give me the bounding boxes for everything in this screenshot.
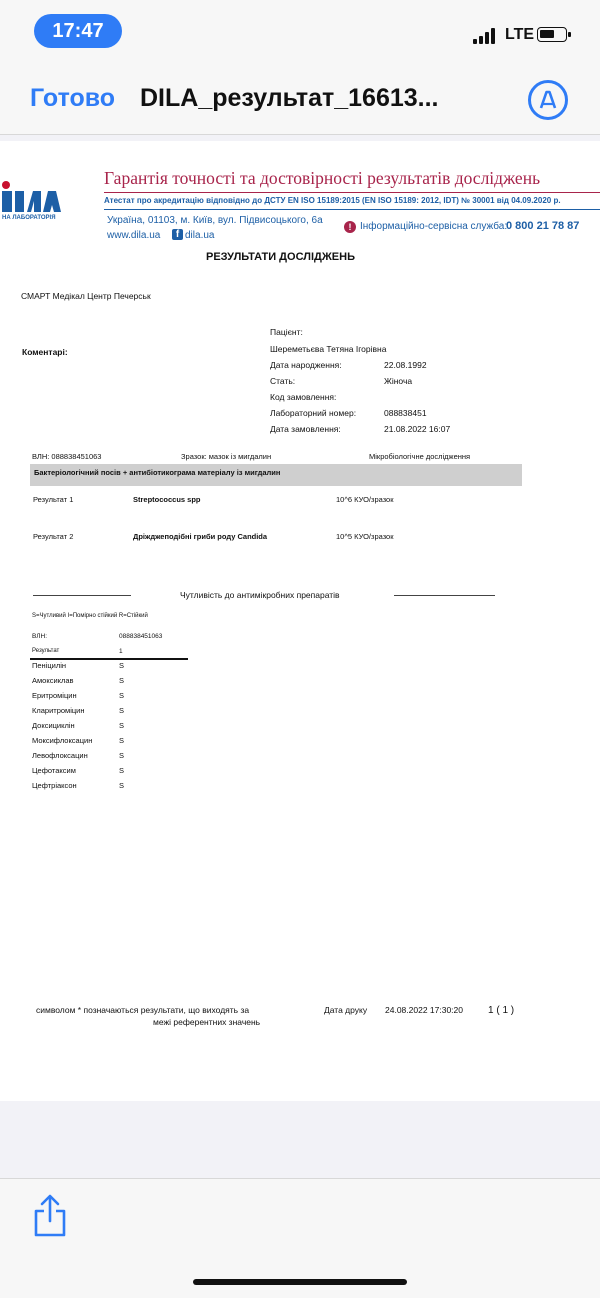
divider-right bbox=[394, 595, 495, 596]
print-date-label: Дата друку bbox=[324, 1005, 368, 1015]
document-nav-bar bbox=[0, 62, 600, 135]
markup-button[interactable] bbox=[528, 80, 568, 120]
order-code-label: Код замовлення: bbox=[270, 392, 337, 402]
home-indicator[interactable] bbox=[193, 1279, 407, 1285]
antibiotic-value: S bbox=[119, 706, 125, 715]
header-title: Гарантія точності та достовірності результатів досліджень bbox=[104, 168, 541, 188]
vln-text: ВЛН: 088838451063 bbox=[32, 452, 102, 461]
logo-subtitle: НА ЛАБОРАТОРІЯ bbox=[2, 215, 56, 221]
facebook-link[interactable]: dila.ua bbox=[185, 230, 215, 241]
page-number: 1 ( 1 ) bbox=[488, 1005, 515, 1016]
address-text: Україна, 01103, м. Київ, вул. Підвисоцького, 6а bbox=[107, 215, 323, 226]
done-button[interactable]: Готово bbox=[30, 84, 116, 112]
antibiotic-value: S bbox=[119, 781, 125, 790]
table-vln-label: ВЛН: bbox=[32, 633, 48, 640]
status-bar bbox=[0, 0, 600, 62]
birth-date-value: 22.08.1992 bbox=[384, 360, 427, 370]
antibiotic-value: S bbox=[119, 766, 125, 775]
antibiotic-name: Амоксиклав bbox=[32, 676, 74, 685]
results-title: РЕЗУЛЬТАТИ ДОСЛІДЖЕНЬ bbox=[206, 251, 355, 263]
antibiotic-value: S bbox=[119, 661, 125, 670]
footer-note-line2: межі референтних значень bbox=[153, 1017, 261, 1027]
comments-label: Коментарі: bbox=[22, 347, 68, 357]
network-type: LTE bbox=[505, 26, 535, 43]
antibiotic-value: S bbox=[119, 751, 125, 760]
antibiotic-name: Доксициклін bbox=[32, 721, 75, 730]
markup-pen-icon bbox=[531, 83, 565, 117]
header-divider bbox=[104, 192, 600, 193]
accreditation-text: Атестат про акредитацію відповідно до ДСТУ EN ISO 15189:2015 (EN ISO 15189: 2012, IDT) № 30001 від 04.09.2020 р. bbox=[104, 196, 561, 205]
test-name: Бактеріологічний посів + антибіотикограма матеріалу із мигдалин bbox=[34, 468, 281, 477]
header-divider-blue bbox=[104, 209, 600, 210]
antibiotic-value: S bbox=[119, 736, 125, 745]
lab-number-value: 088838451 bbox=[384, 408, 427, 418]
antibiotic-name: Пеніцилін bbox=[32, 661, 67, 670]
table-header-line bbox=[30, 658, 188, 660]
result-1-value: 10^6 КУО/зразок bbox=[336, 495, 394, 504]
patient-label: Пацієнт: bbox=[270, 327, 303, 337]
sex-value: Жіноча bbox=[384, 376, 413, 386]
antibiotic-name: Моксифлоксацин bbox=[32, 736, 93, 745]
facebook-icon: f bbox=[172, 229, 183, 240]
patient-name: Шереметьєва Тетяна Ігорівна bbox=[270, 344, 387, 354]
divider-left bbox=[33, 595, 131, 596]
table-row bbox=[32, 751, 192, 766]
antibiotic-value: S bbox=[119, 676, 125, 685]
antibiotic-value: S bbox=[119, 691, 125, 700]
antibiotic-name: Кларитроміцин bbox=[32, 706, 85, 715]
antibiotic-name: Цефтріаксон bbox=[32, 781, 77, 790]
table-row bbox=[32, 691, 192, 706]
order-date-value: 21.08.2022 16:07 bbox=[384, 424, 451, 434]
service-label: Інформаційно-сервісна служба: bbox=[360, 221, 508, 232]
table-result-value: 1 bbox=[119, 648, 123, 655]
sensitivity-legend: S=Чутливий I=Помірно стійкий R=Стійкий bbox=[32, 613, 148, 619]
table-result-label: Результат bbox=[32, 648, 60, 654]
result-1-organism: Streptococcus spp bbox=[133, 495, 201, 504]
result-2-value: 10^5 КУО/зразок bbox=[336, 532, 394, 541]
bottom-toolbar bbox=[0, 1178, 600, 1298]
antibiotic-value: S bbox=[119, 721, 125, 730]
website-link[interactable]: www.dila.ua bbox=[107, 230, 161, 241]
result-1-label: Результат 1 bbox=[33, 495, 74, 504]
antibiotic-name: Левофлоксацин bbox=[32, 751, 88, 760]
share-icon bbox=[30, 1193, 70, 1239]
table-row bbox=[32, 736, 192, 751]
table-row bbox=[32, 661, 192, 676]
info-icon: ! bbox=[344, 221, 356, 233]
result-2-label: Результат 2 bbox=[33, 532, 74, 541]
status-time[interactable]: 17:47 bbox=[34, 14, 122, 48]
study-type: Мікробіологічне дослідження bbox=[369, 452, 471, 461]
table-row bbox=[32, 766, 192, 781]
service-phone: 0 800 21 78 87 bbox=[506, 220, 580, 232]
print-date-value: 24.08.2022 17:30:20 bbox=[385, 1005, 463, 1015]
sensitivity-title: Чутливість до антимікробних препаратів bbox=[180, 590, 340, 600]
footer-note-line1: символом * позначаються результати, що виходять за bbox=[36, 1005, 250, 1015]
antibiotic-name: Еритроміцин bbox=[32, 691, 77, 700]
document-title: DILA_результат_16613... bbox=[140, 84, 439, 112]
birth-date-label: Дата народження: bbox=[270, 360, 342, 370]
sample-text: Зразок: мазок із мигдалин bbox=[181, 452, 272, 461]
antibiotic-name: Цефотаксим bbox=[32, 766, 76, 775]
cellular-signal-icon bbox=[473, 28, 497, 44]
lab-number-label: Лабораторний номер: bbox=[270, 408, 357, 418]
clinic-name: СМАРТ Медікал Центр Печерськ bbox=[21, 291, 151, 301]
table-row bbox=[32, 781, 192, 796]
order-date-label: Дата замовлення: bbox=[270, 424, 341, 434]
table-row bbox=[32, 721, 192, 736]
battery-icon bbox=[537, 27, 567, 42]
result-2-organism: Дріжджеподібні гриби роду Candida bbox=[133, 532, 268, 541]
table-row bbox=[32, 706, 192, 721]
table-row bbox=[32, 676, 192, 691]
share-button[interactable] bbox=[30, 1193, 70, 1239]
dila-logo bbox=[0, 179, 62, 223]
document-page bbox=[0, 141, 600, 1101]
table-vln-value: 088838451063 bbox=[119, 633, 163, 640]
sex-label: Стать: bbox=[270, 376, 296, 386]
